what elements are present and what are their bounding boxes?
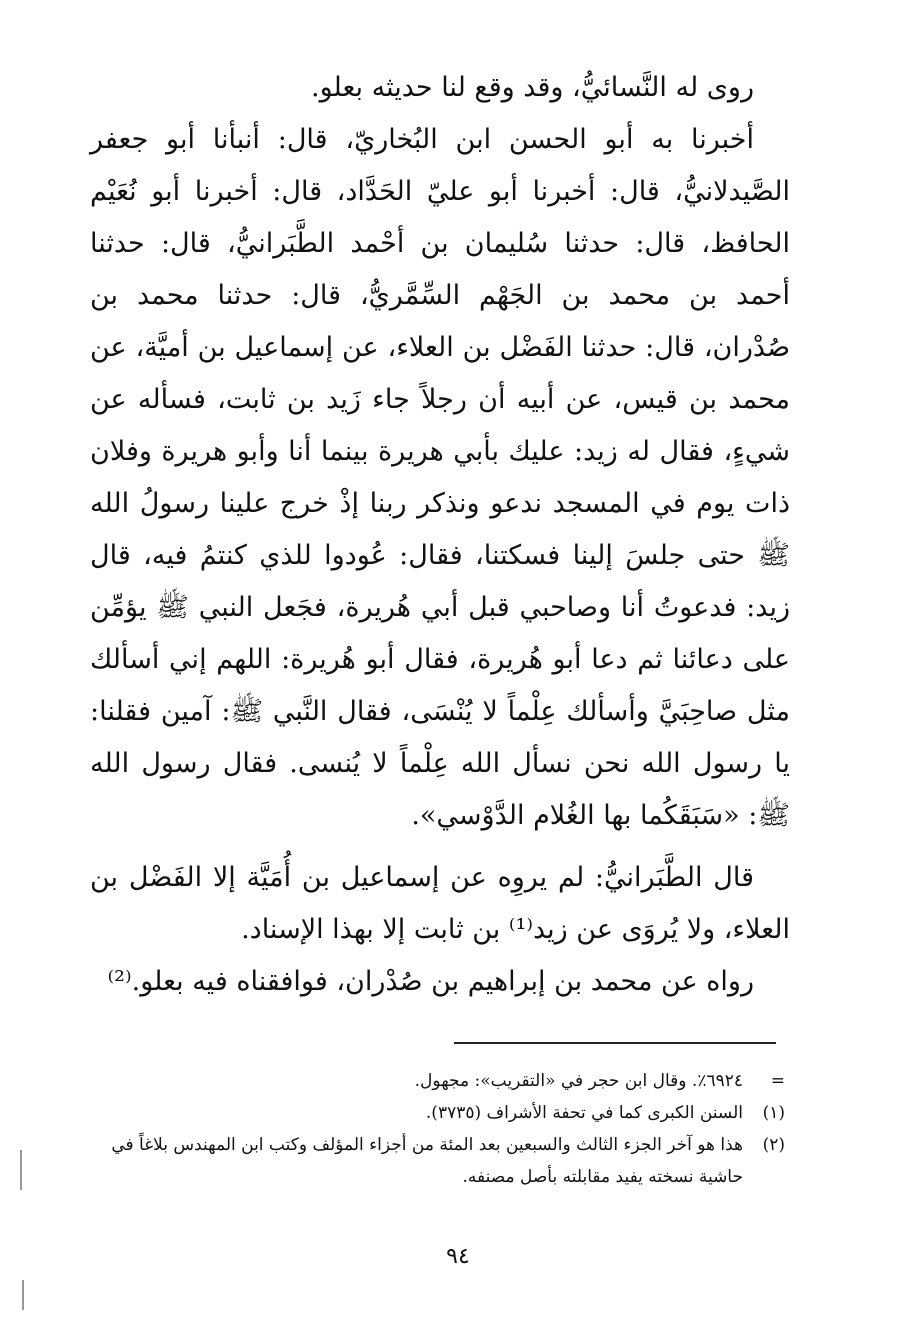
page-number: ٩٤: [446, 1244, 470, 1269]
footnote-text: هذا هو آخر الجزء الثالث والسبعين بعد المئة من أجزاء المؤلف وكتب ابن المهندس بلاغاً في حاشية نسخته يفيد مقابلته بأصل مصنفه.: [111, 1135, 743, 1187]
main-text-block: [90, 62, 790, 1008]
footnote-item: [110, 1065, 785, 1097]
footnote-text: السنن الكبرى كما في تحفة الأشراف (٣٧٣٥).: [425, 1103, 743, 1123]
scan-edge-mark: [22, 1280, 24, 1310]
footnote-text: ٦٩٢٤٪. وقال ابن حجر في «التقريب»: مجهول.: [414, 1071, 743, 1091]
paragraph-3: قال الطَّبَرانيُّ: لم يروِه عن إسماعيل بن أُمَيَّة إلا الفَضْل بن العلاء، ولا يُروَى عن زيد⁽¹⁾ بن ثابت إلا بهذا الإسناد.: [90, 862, 790, 945]
footnote-mark: =: [770, 1071, 785, 1091]
footnote-mark: (٢): [762, 1135, 785, 1155]
footnote-item: [110, 1129, 785, 1193]
paragraph-4: رواه عن محمد بن إبراهيم بن صُدْران، فوافقناه فيه بعلو.⁽²⁾: [107, 966, 754, 997]
footnotes-block: [110, 1065, 785, 1193]
footnote-mark: (١): [762, 1103, 785, 1123]
footnote-item: [110, 1097, 785, 1129]
scan-edge-mark: [20, 1150, 22, 1190]
paragraph-1: روى له النَّسائيُّ، وقد وقع لنا حديثه بعلو.: [311, 72, 754, 103]
paragraph-2: أخبرنا به أبو الحسن ابن البُخاريّ، قال: أنبأنا أبو جعفر الصَّيدلانيُّ، قال: أخبرنا أبو عليّ الحَدَّاد، قال: أخبرنا أبو نُعَيْم الحافظ، قال: حدثنا سُليمان بن أحْمد الطَّبَرانيُّ، قال: حدثنا أحمد بن محمد بن الجَهْم السِّمَّريُّ، قال: حدثنا محمد بن صُدْران، قال: حدثنا الفَضْل بن العلاء، عن إسماعيل بن أميَّة، عن محمد بن قيس، عن أبيه أن رجلاً جاء زَيد بن ثابت، فسأله عن شيءٍ، فقال له زيد: عليك بأبي هريرة بينما أنا وأبو هريرة وفلان ذات يوم في المسجد ندعو ونذكر ربنا إذْ خرج علينا رسولُ الله ﷺ حتى جلسَ إلينا فسكتنا، فقال: عُودوا للذي كنتمُ فيه، قال زيد: فدعوتُ أنا وصاحبي قبل أبي هُريرة، فجَعل النبي ﷺ يؤمِّن على دعائنا ثم دعا أبو هُريرة، فقال أبو هُريرة: اللهم إني أسألك مثل صاحِبَيَّ وأسألك عِلْماً لا يُنْسَى، فقال النَّبي ﷺ: آمين فقلنا: يا رسول الله نحن نسأل الله عِلْماً لا يُنسى. فقال رسول الله ﷺ: «سَبَقَكُما بها الغُلام الدَّوْسي».: [90, 124, 790, 831]
footnote-separator-rule: [454, 1042, 776, 1044]
